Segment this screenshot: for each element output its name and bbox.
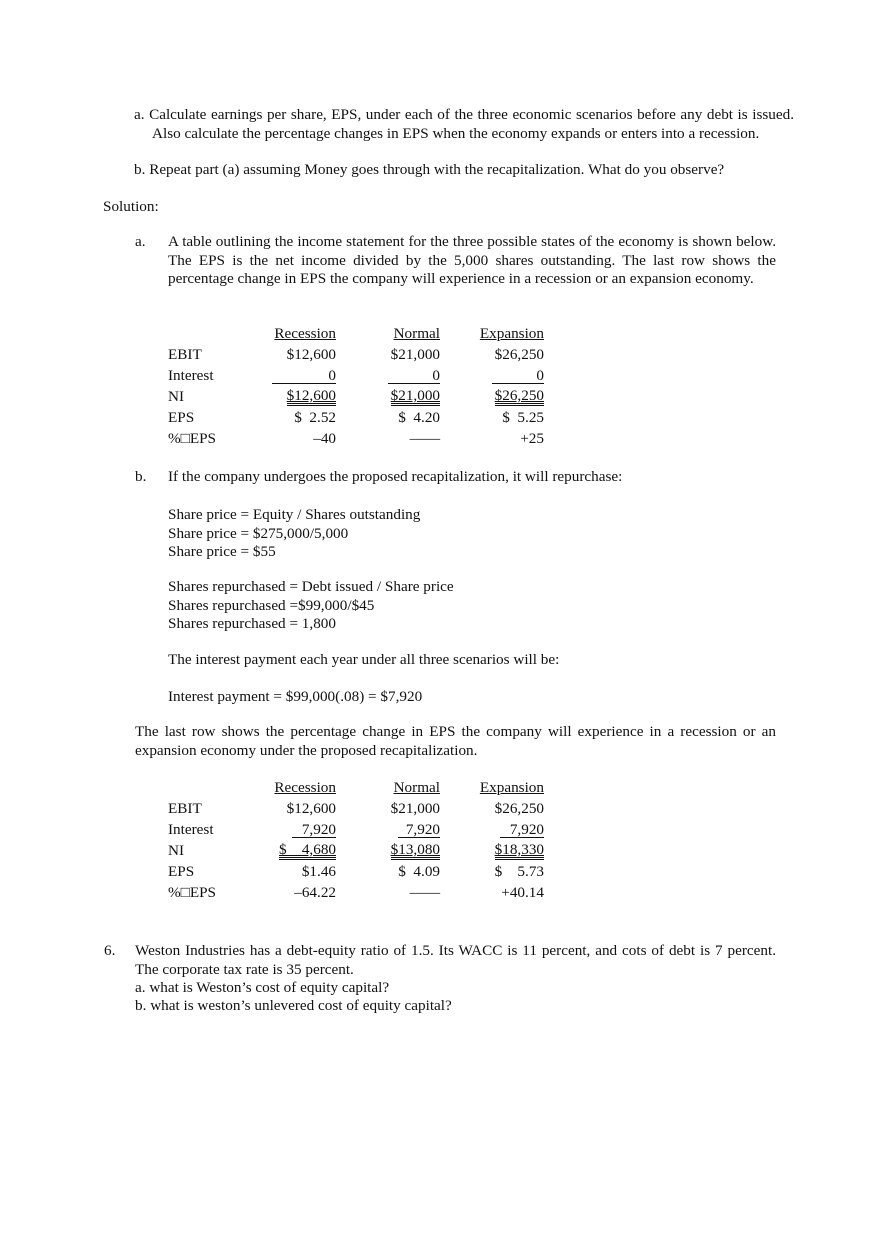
cell-value: $1.46 [301, 862, 336, 880]
cell-value: $26,250 [494, 799, 544, 817]
cell-value: $12,600 [286, 799, 336, 817]
problem-6-text: Weston Industries has a debt-equity ratio of 1.5. Its WACC is 11 percent, and cots of debt is 7 percent. The corporate tax rate is 35 percent. [135, 942, 776, 978]
header-blank [168, 776, 260, 797]
cell-value: $18,330 [494, 841, 544, 858]
part-b-marker: b. [135, 468, 147, 485]
income-table-recap [168, 776, 544, 902]
cell-value: –40 [313, 429, 336, 447]
cell-value: 7,920 [292, 822, 336, 838]
header-blank [168, 322, 260, 343]
table-row [168, 881, 544, 902]
cell-value: +40.14 [501, 883, 544, 901]
row-label-ni [168, 839, 260, 860]
cell-value: $21,000 [390, 799, 440, 817]
cell-value: $26,250 [494, 345, 544, 363]
table-row [168, 797, 544, 818]
shares-repurchased-line: Shares repurchased = 1,800 [168, 615, 336, 632]
row-label-ni [168, 385, 260, 406]
question-part-b: b. Repeat part (a) assuming Money goes through with the recapitalization. What do you observe? [134, 161, 725, 178]
row-label-pct-change-eps: %□EPS [168, 883, 216, 901]
row-label-interest: Interest [168, 820, 214, 838]
cell-value: 0 [492, 368, 544, 384]
table-row [168, 343, 544, 364]
cell-value: $ 5.25 [502, 408, 544, 426]
shares-repurchased-line: Shares repurchased = Debt issued / Share price [168, 578, 454, 595]
header-expansion: Expansion [479, 324, 544, 342]
cell-value: $12,600 [286, 345, 336, 363]
header-normal: Normal [393, 324, 440, 342]
part-a-marker: a. [135, 233, 146, 250]
income-table-no-debt [168, 322, 544, 448]
header-expansion: Expansion [479, 778, 544, 796]
cell-value: $21,000 [390, 345, 440, 363]
table-row [168, 406, 544, 427]
shares-repurchased-line: Shares repurchased =$99,000/$45 [168, 596, 375, 614]
part-a-text: A table outlining the income statement for the three possible states of the economy is shown below. The EPS is the net income divided by the 5,000 shares outstanding. The last row shows the percentage change in EPS the company will experience in a recession or an expansion economy. [168, 233, 776, 287]
cell-value: 0 [388, 368, 440, 384]
table-row [168, 818, 544, 839]
cell-value: $ 4.20 [398, 408, 440, 426]
table-row [168, 427, 544, 448]
ni-label-text: NI [168, 387, 185, 405]
cell-value: 0 [272, 368, 336, 384]
cell-value: —— [409, 429, 440, 447]
cell-value: $12,600 [286, 387, 336, 404]
row-label-ebit: EBIT [168, 345, 202, 363]
row-label-ebit: EBIT [168, 799, 202, 817]
ni-label-text: NI [168, 841, 185, 859]
problem-6-part-a: a. what is Weston’s cost of equity capital? [135, 979, 390, 996]
header-normal: Normal [393, 778, 440, 796]
cell-value: $ 4.09 [398, 862, 440, 880]
cell-value: $13,080 [390, 841, 440, 858]
table-row [168, 364, 544, 385]
cell-value: $ 4,680 [279, 841, 336, 858]
table-header-row [168, 322, 544, 343]
cell-value: $ 2.52 [294, 408, 336, 426]
solution-label: Solution: [103, 198, 159, 215]
share-price-line: Share price = $275,000/5,000 [168, 524, 349, 542]
cell-value: –64.22 [294, 883, 336, 901]
problem-6-number: 6. [104, 942, 116, 959]
cell-value: $21,000 [390, 387, 440, 404]
cell-value: 7,920 [398, 822, 440, 838]
table-row [168, 385, 544, 406]
interest-payment-line: Interest payment = $99,000(.08) = $7,920 [168, 688, 423, 705]
question-part-a: a. Calculate earnings per share, EPS, under each of the three economic scenarios before any debt is issued. Also calculate the percentage changes in EPS when the economy expands or enters into a recession. [134, 106, 794, 142]
header-recession: Recession [274, 324, 336, 342]
share-price-block [168, 506, 420, 562]
table-row [168, 860, 544, 881]
shares-repurchased-block [168, 578, 454, 634]
cell-value: $ 5.73 [494, 862, 544, 880]
cell-value: 7,920 [500, 822, 544, 838]
table-header-row [168, 776, 544, 797]
part-b-intro: If the company undergoes the proposed recapitalization, it will repurchase: [168, 468, 623, 485]
row-label-eps: EPS [168, 862, 195, 880]
interest-intro: The interest payment each year under all three scenarios will be: [168, 651, 560, 668]
last-row-explanation: The last row shows the percentage change in EPS the company will experience in a recession or an expansion economy under the proposed recapitalization. [135, 723, 776, 759]
row-label-interest: Interest [168, 366, 214, 384]
share-price-line: Share price = $55 [168, 543, 276, 560]
row-label-pct-change-eps: %□EPS [168, 429, 216, 447]
cell-value: —— [409, 883, 440, 901]
problem-6-part-b: b. what is weston’s unlevered cost of equity capital? [135, 997, 452, 1014]
share-price-line: Share price = Equity / Shares outstanding [168, 506, 421, 523]
row-label-eps: EPS [168, 408, 195, 426]
cell-value: $26,250 [494, 387, 544, 404]
table-row [168, 839, 544, 860]
header-recession: Recession [274, 778, 336, 796]
cell-value: +25 [520, 429, 544, 447]
